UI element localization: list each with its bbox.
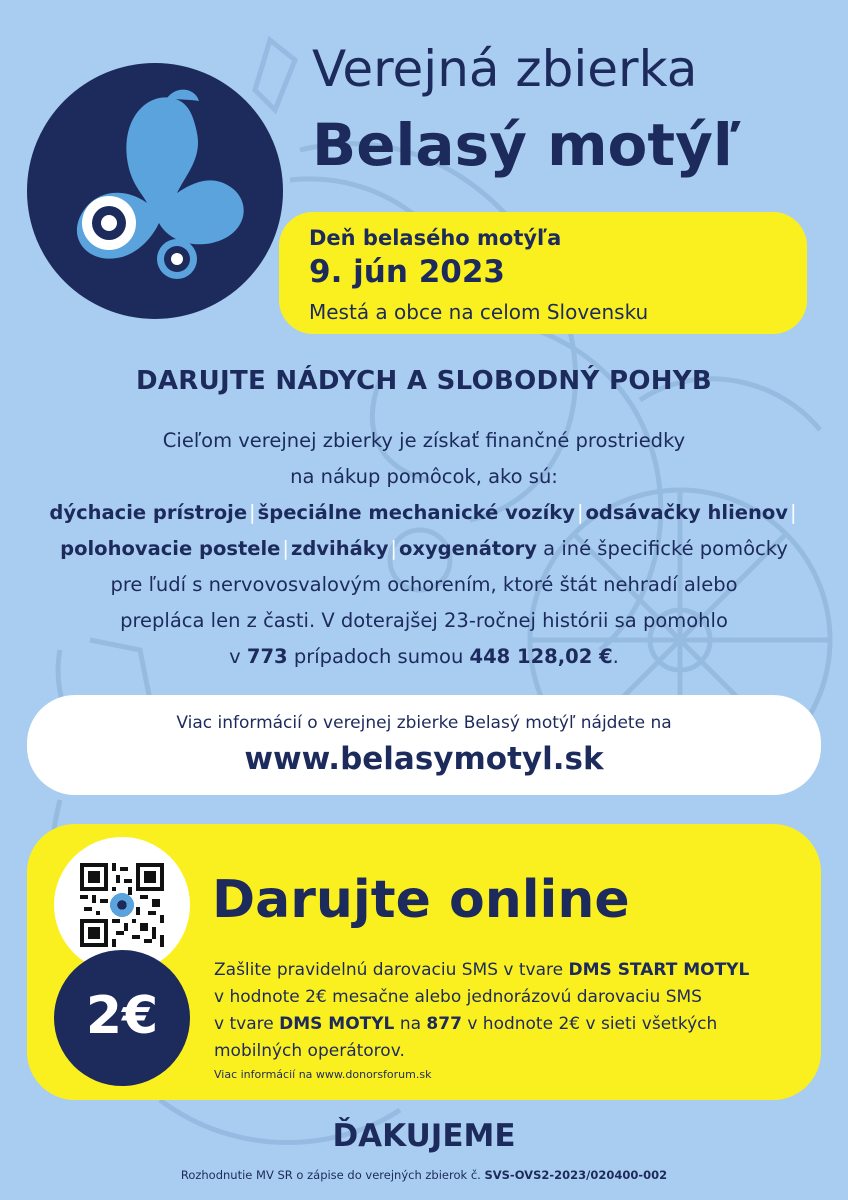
donate-line-4: mobilných operátorov. [214, 1041, 405, 1061]
separator: | [576, 501, 584, 524]
donate-line-3 [214, 1011, 814, 1038]
title-line-2: Belasý motýľ [312, 111, 741, 179]
body-line-7 [10, 639, 838, 675]
footer-text: Rozhodnutie MV SR o zápise do verejných zbierok č. [180, 1168, 481, 1182]
amount-badge [54, 950, 190, 1086]
separator: | [790, 501, 797, 524]
donate-text [214, 957, 814, 1065]
donors-forum-link[interactable]: Viac informácií na www.donorsforum.sk [214, 1068, 432, 1081]
donate-line-3-text: na [399, 1014, 422, 1034]
sms-number: 877 [426, 1014, 462, 1034]
donate-line-3-text: v hodnote 2€ v sieti všetkých [467, 1014, 718, 1034]
body-line-4 [10, 531, 838, 567]
website-link[interactable]: www.belasymotyl.sk [244, 741, 604, 777]
butterfly-logo [27, 63, 283, 319]
body-line-7-suffix: . [612, 645, 619, 668]
event-label: Deň belasého motýľa [309, 226, 562, 250]
sms-code-recurring: DMS START MOTYL [568, 960, 750, 980]
body-line-3 [10, 495, 838, 531]
donate-line-2: v hodnote 2€ mesačne alebo jednorázovú darovaciu SMS [214, 987, 702, 1007]
total-amount: 448 128,02 € [469, 645, 613, 668]
aid-item: polohovacie postele [60, 537, 281, 560]
headline: DARUJTE NÁDYCH A SLOBODNÝ POHYB [135, 366, 713, 396]
donate-line-1-text: Zašlite pravidelnú darovaciu SMS v tvare [214, 960, 564, 980]
info-text: Viac informácií o verejnej zbierke Belasý motýľ nájdete na [176, 713, 672, 733]
info-box [27, 695, 821, 795]
event-info-box [279, 212, 807, 334]
title-line-1: Verejná zbierka [312, 40, 698, 98]
qr-code-icon[interactable] [80, 863, 164, 947]
body-line-7-middle: prípadoch sumou [293, 645, 464, 668]
donate-title: Darujte online [212, 870, 630, 930]
cases-count: 773 [246, 645, 288, 668]
event-location: Mestá a obce na celom Slovensku [309, 300, 649, 324]
body-line-1: Cieľom verejnej zbierky je získať finančné prostriedky [162, 429, 686, 452]
body-text [10, 423, 838, 675]
thanks-heading: ĎAKUJEME [332, 1118, 516, 1154]
separator: | [249, 501, 256, 524]
aid-item: oxygenátory [399, 537, 537, 560]
footer-code: SVS-OVS2-2023/020400-002 [484, 1168, 668, 1182]
donate-line-3-text: v tvare [214, 1014, 274, 1034]
separator: | [390, 537, 397, 560]
aid-item: dýchacie prístroje [49, 501, 248, 524]
event-date: 9. jún 2023 [309, 254, 505, 290]
aid-item: odsávačky hlienov [585, 501, 789, 524]
aid-item: špeciálne mechanické vozíky [257, 501, 575, 524]
body-line-6: prepláca len z časti. V doterajšej 23-ročnej histórii sa pomohlo [120, 609, 728, 632]
separator: | [282, 537, 289, 560]
body-line-7-prefix: v [229, 645, 241, 668]
aid-item: zdviháky [290, 537, 389, 560]
body-line-5: pre ľudí s nervovosvalovým ochorením, ktoré štát nehradí alebo [110, 573, 738, 596]
sms-code-single: DMS MOTYL [279, 1014, 395, 1034]
footer-note [0, 1168, 848, 1182]
donate-line-1 [214, 957, 814, 984]
body-line-2: na nákup pomôcok, ako sú: [290, 465, 558, 488]
body-line-4-suffix: a iné špecifické pomôcky [543, 537, 788, 560]
amount-badge-text: 2€ [85, 986, 159, 1046]
